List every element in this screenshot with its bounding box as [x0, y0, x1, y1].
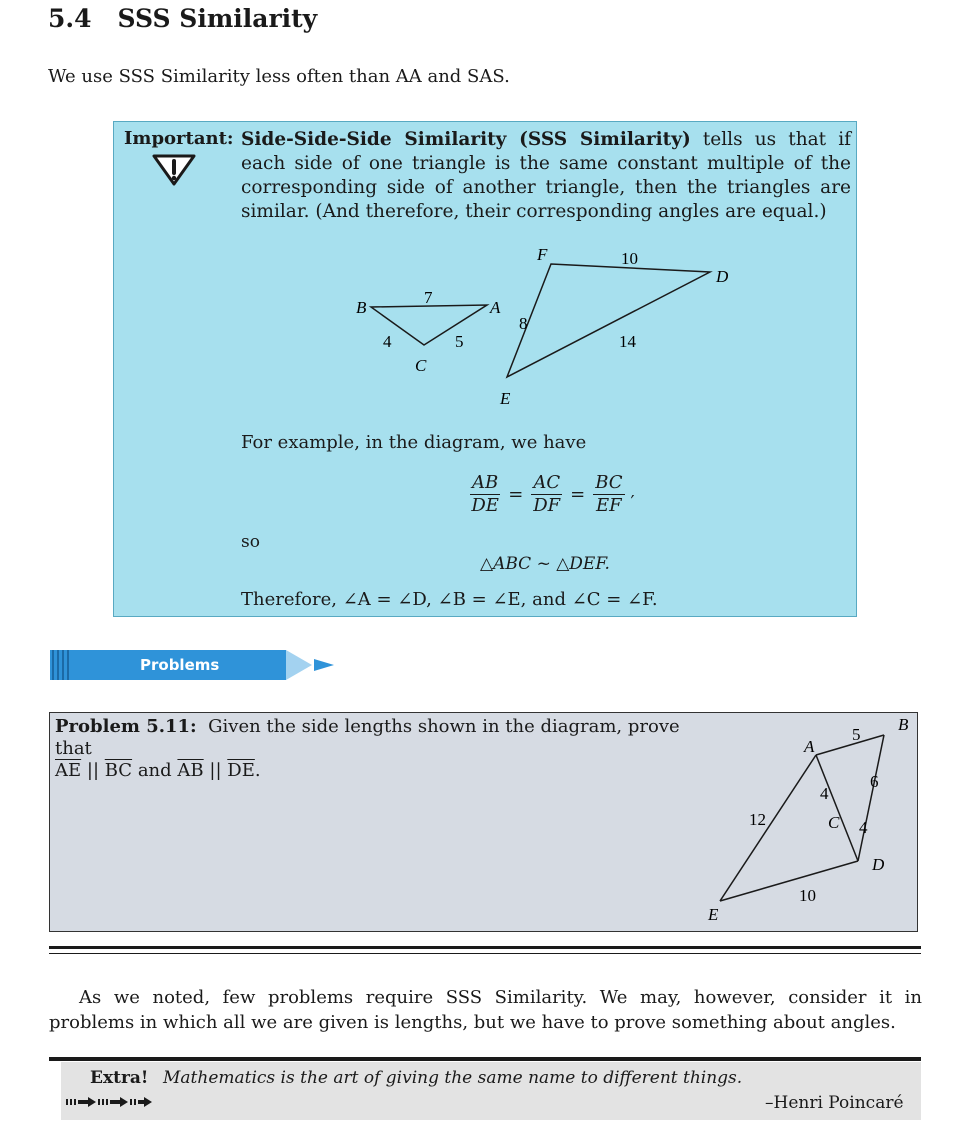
section-title-text: SSS Similarity	[117, 4, 318, 33]
problem-diagram	[710, 713, 918, 931]
vertex-a: A	[490, 298, 501, 317]
point-b: B	[898, 715, 909, 734]
side-bc: 4	[383, 332, 392, 351]
divider-thick	[49, 946, 921, 949]
problem-text: Given the side lengths shown in the diagram, prove that	[55, 716, 680, 759]
vertex-e: E	[500, 389, 511, 408]
arrows-icon	[64, 1094, 154, 1110]
so-text: so	[241, 532, 260, 552]
important-box	[113, 121, 857, 617]
point-a: A	[804, 737, 815, 756]
point-e: E	[708, 905, 719, 924]
important-text	[241, 128, 851, 224]
vertex-b: B	[356, 298, 367, 317]
sss-term: Side-Side-Side Similarity (SSS Similarity)	[241, 129, 691, 150]
angle-conclusion: Therefore, ∠A = ∠D, ∠B = ∠E, and ∠C = ∠F.	[241, 589, 658, 610]
fraction-ac-df: $\frac{AC}{DF}$	[533, 472, 561, 516]
section-title	[48, 4, 317, 33]
length-cd: 4	[859, 818, 868, 837]
warning-icon	[150, 152, 198, 188]
side-ed: 14	[619, 332, 636, 351]
section-number: 5.4	[48, 4, 92, 33]
extra-label: Extra!	[90, 1068, 149, 1088]
intro-text: We use SSS Similarity less often than AA and SAS.	[48, 66, 510, 87]
side-fd: 10	[621, 249, 638, 268]
side-ca: 5	[455, 332, 464, 351]
triangle-def	[507, 264, 710, 377]
vertex-c: C	[415, 356, 427, 375]
side-fe: 8	[519, 314, 528, 333]
length-ed: 10	[799, 886, 816, 905]
extra-quote: Mathematics is the art of giving the same name to different things.	[163, 1068, 743, 1088]
similarity-statement: △ABC ~ △DEF.	[480, 554, 610, 574]
vertex-f: F	[537, 245, 548, 264]
extra-divider	[49, 1057, 921, 1061]
point-d: D	[872, 855, 885, 874]
fraction-ab-de: $\frac{AB}{DE}$	[471, 472, 499, 516]
problem-box	[49, 712, 918, 932]
fraction-bc-ef: $\frac{BC}{EF}$	[595, 472, 623, 516]
length-ac: 4	[820, 784, 829, 803]
length-ab: 5	[852, 725, 861, 744]
ratio-equation: $\frac{AB}{DE}$ = $\frac{AC}{DF}$ = $\frac{BC}{EF}$ ′	[471, 472, 635, 516]
point-c: C	[828, 813, 840, 832]
example-text: For example, in the diagram, we have	[241, 432, 587, 453]
vertex-d: D	[716, 267, 729, 286]
important-label: Important:	[124, 128, 234, 149]
extra-author: –Henri Poincaré	[765, 1093, 904, 1113]
problem-statement: Problem 5.11: Given the side lengths shown in the diagram, prove that $\overline{AE}$ || $\overline{BC}$ and $\overline{AB}$ || $\overline{DE}$.	[55, 716, 680, 781]
divider-thin	[49, 953, 921, 954]
sss-definition: tells us that if each side of one triangle is the same constant multiple of the corresponding side of another triangle, then the triangles are similar. (And therefore, their corresponding angles are equal.)	[241, 129, 852, 222]
length-bc: 6	[870, 772, 879, 791]
problems-label: Problems	[140, 656, 220, 674]
length-ae: 12	[749, 810, 766, 829]
problem-label: Problem 5.11:	[55, 716, 197, 737]
similar-triangles-diagram	[314, 237, 774, 412]
closing-paragraph: As we noted, few problems require SSS Similarity. We may, however, consider it in problems in which all we are given is lengths, but we have to prove something about angles.	[49, 987, 922, 1033]
side-ba: 7	[424, 288, 433, 307]
